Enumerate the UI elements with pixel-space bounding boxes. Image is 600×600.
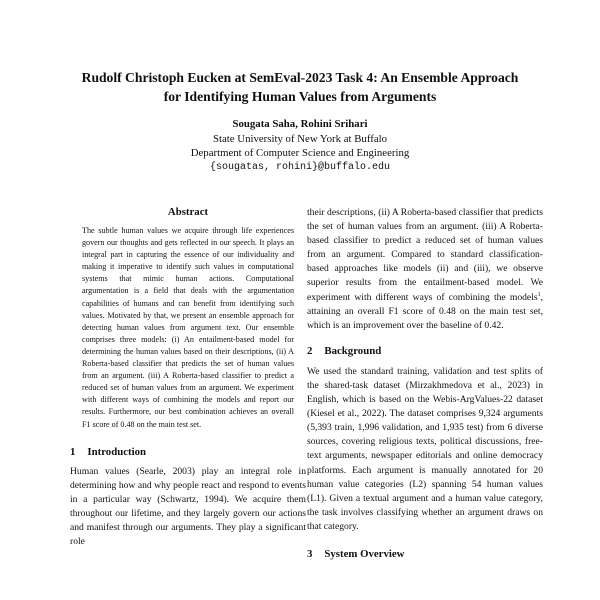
left-column <box>70 206 306 565</box>
affiliation-department: Department of Computer Science and Engineering <box>190 147 410 159</box>
author-block <box>100 117 500 175</box>
section-number: 2 <box>307 344 313 357</box>
abstract-heading: Abstract <box>167 206 209 218</box>
section-title: System Overview <box>324 547 405 560</box>
abstract-text: The subtle human values we acquire through life experiences govern our thoughts and gets reflected in our speech. It plays an integral part in capturing the essence of our individuality and making it imperative to identify such values in computational systems that mimic human actions. Computational argumentation is a field that deals with the argumentation capabilities of humans and can benefit from identifying such values. Motivated by that, we present an ensemble approach for detecting human values from argument text. Our ensemble comprises three models: (i) An entailment-based model for determining the human values based on their descriptions, (ii) A Roberta-based classifier that predicts the set of human values from an argument. (iii) A Roberta-based classifier to predict a reduced set of human values from an argument. We experiment with different ways of combining the models and report our results. Furthermore, our best combination achieves an overall F1 score of 0.48 on the main test set. <box>82 226 294 429</box>
title-line-2: for Identifying Human Values from Arguments <box>163 89 437 104</box>
section-title: Introduction <box>87 445 147 458</box>
section-number: 1 <box>70 445 76 458</box>
section-heading-introduction <box>70 446 306 458</box>
section-heading-system-overview <box>307 548 543 560</box>
affiliation-university: State University of New York at Buffalo <box>212 132 388 145</box>
author-names: Sougata Saha, Rohini Srihari <box>232 118 368 130</box>
footnote-marker: 1 <box>537 291 541 298</box>
paper-title <box>40 68 560 106</box>
background-text: We used the standard training, validation and test splits of the shared-task dataset (Mirzakhmedova et al., 2023) in English, which is based on the Webis-ArgValues-22 dataset (Kiesel et al., 2022). The dataset comprises 9,324 arguments (5,393 train, 1,996 validation, and 1,935 test) from 6 diverse sources, covering religious texts, political discussions, free-text arguments, newspaper editorials and online democracy platforms. Each argument is manually annotated for 20 human value categories (L2) spanning 54 human values (L1). Given a textual argument and a human value category, the task involves classifying whether an argument draws on that category. <box>307 365 543 532</box>
continued-paragraph <box>307 206 543 333</box>
continued-text-part-1: their descriptions, (ii) A Roberta-based classifier that predicts the set of human values from an argument. (iii) A Roberta-based classifier to predict a reduced set of human values from an argument. Compared to standard classification-based approaches like models (ii) and (iii), we observe superior results from the entailment-based model. We experiment with different ways of combining the models <box>307 207 543 303</box>
author-email: {sougatas, rohini}@buffalo.edu <box>209 161 391 173</box>
section-heading-background <box>307 345 543 357</box>
section-number: 3 <box>307 547 313 560</box>
introduction-body <box>70 465 306 565</box>
introduction-text: Human values (Searle, 2003) play an integral role in determining how and why people react and respond to events in a particular way (Schwartz, 1994). We acquire them throughout our lifetime, and they largely govern our actions and manifest through our arguments. They play a significant role <box>70 465 306 548</box>
title-line-1: Rudolf Christoph Eucken at SemEval-2023 Task 4: An Ensemble Approach <box>81 70 519 85</box>
right-column <box>307 206 543 560</box>
continued-text-part-2: , attaining an overall F1 score of 0.48 on the main test set, which is an improvement over the baseline of 0.42. <box>307 291 543 331</box>
section-title: Background <box>324 344 382 357</box>
